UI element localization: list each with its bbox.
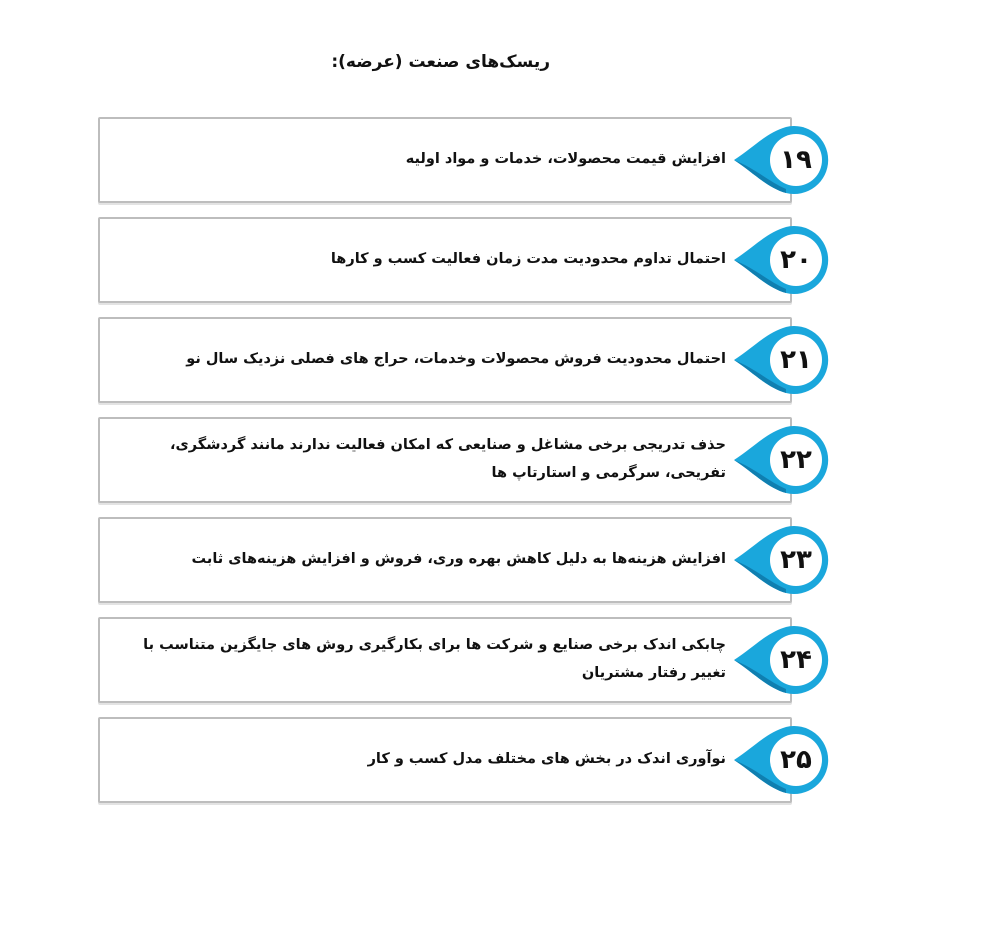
number-badge — [734, 419, 834, 501]
item-box — [98, 217, 792, 303]
risk-list — [98, 117, 838, 817]
list-item — [98, 717, 838, 803]
number-badge — [734, 619, 834, 701]
item-box — [98, 117, 792, 203]
number-badge — [734, 719, 834, 801]
list-item — [98, 217, 838, 303]
item-text: افزایش هزینه‌ها به دلیل کاهش بهره وری، فروش و افزایش هزینه‌های ثابت — [191, 551, 726, 568]
item-text: احتمال محدودیت فروش محصولات وخدمات، حراج های فصلی نزدیک سال نو — [186, 351, 726, 368]
item-box — [98, 517, 792, 603]
item-box — [98, 717, 792, 803]
item-text: نوآوری اندک در بخش های مختلف مدل کسب و کار — [367, 751, 726, 768]
item-number: ۲۳ — [780, 545, 812, 575]
number-badge — [734, 219, 834, 301]
item-box — [98, 417, 792, 503]
item-text: حذف تدریجی برخی مشاغل و صنایعی که امکان فعالیت ندارند مانند گردشگری، تفریحی، سرگرمی و استارتاپ ها — [169, 437, 726, 481]
list-item — [98, 517, 838, 603]
item-box — [98, 317, 792, 403]
number-badge — [734, 319, 834, 401]
item-number: ۱۹ — [780, 145, 812, 175]
list-item — [98, 617, 838, 703]
number-badge — [734, 119, 834, 201]
item-number: ۲۲ — [780, 445, 812, 475]
item-text: احتمال تداوم محدودیت مدت زمان فعالیت کسب و کارها — [330, 251, 726, 268]
item-text: افزایش قیمت محصولات، خدمات و مواد اولیه — [405, 151, 726, 168]
page-title: ریسک‌های صنعت (عرضه): — [331, 52, 550, 72]
item-number: ۲۵ — [780, 745, 812, 775]
list-item — [98, 317, 838, 403]
item-text: چابکی اندک برخی صنایع و شرکت ها برای بکارگیری روش های جایگزین متناسب با تغییر رفتار مشتریان — [143, 637, 726, 681]
item-number: ۲۱ — [780, 345, 812, 375]
list-item — [98, 117, 838, 203]
item-number: ۲۴ — [780, 645, 812, 675]
list-item — [98, 417, 838, 503]
number-badge — [734, 519, 834, 601]
item-box — [98, 617, 792, 703]
item-number: ۲۰ — [780, 245, 812, 275]
